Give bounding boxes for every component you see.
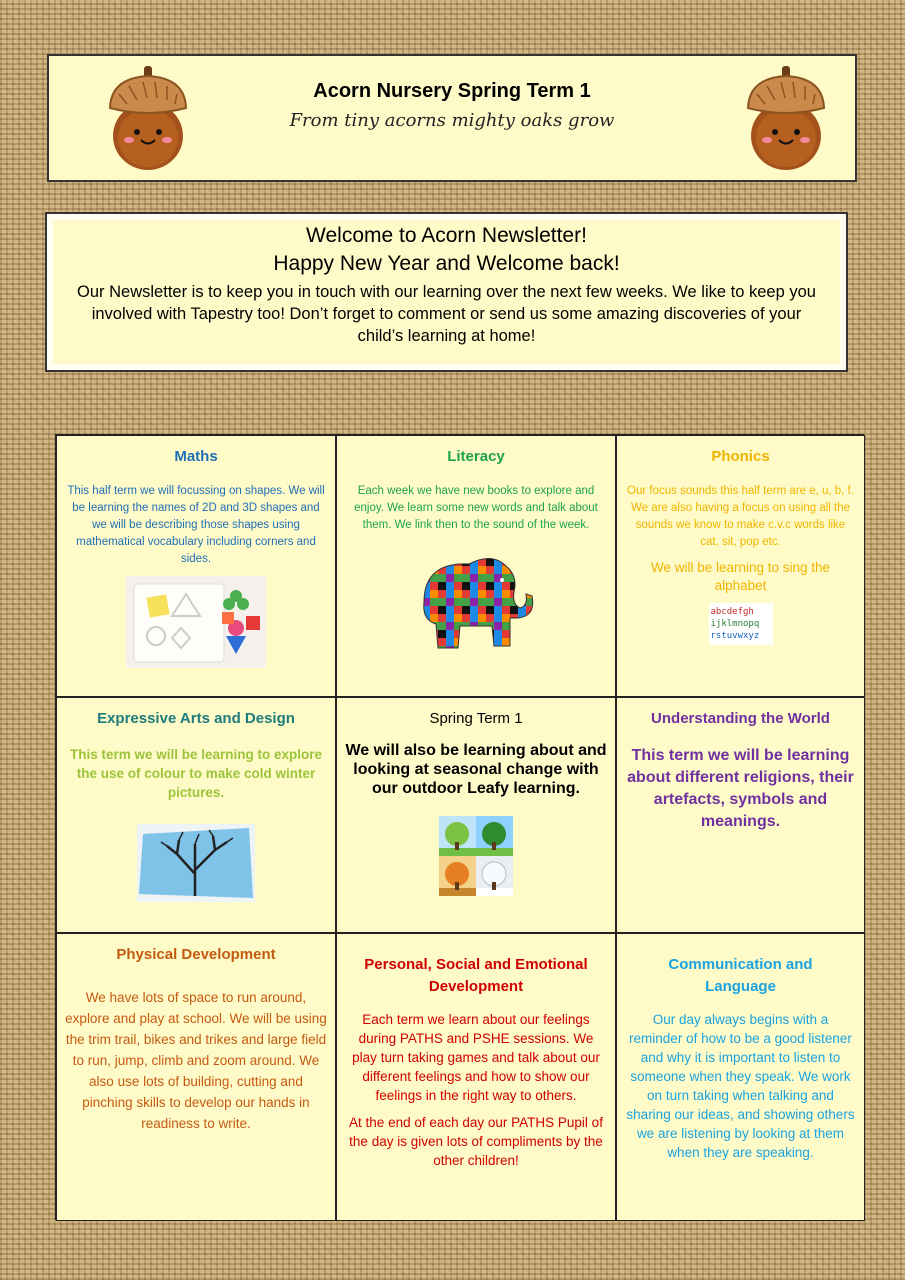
- spring-term-section: [336, 697, 616, 933]
- alphabet-line: ijklmnopq: [710, 619, 760, 629]
- section-title: Spring Term 1: [429, 710, 523, 727]
- section-title: Phonics: [711, 448, 770, 465]
- arts-section: [56, 697, 336, 933]
- alphabet-line: rstuvwxyz: [710, 631, 760, 641]
- section-text-secondary: At the end of each day our PATHS Pupil of the day is given lots of compliments by the other children!: [349, 1115, 603, 1168]
- maths-section: [56, 435, 336, 697]
- section-text: Our day always begins with a reminder of how to be a good listener and why it is important to listen to someone when they speak. We work on turn taking when talking and sharing our ideas, and showing others we are listening by looking at them when they are speaking.: [626, 1012, 855, 1160]
- welcome-box: [45, 212, 848, 372]
- section-title: Expressive Arts and Design: [97, 710, 295, 727]
- section-title: Understanding the World: [651, 710, 830, 727]
- section-text: We will also be learning about and looking at seasonal change with our outdoor Leafy learning.: [345, 742, 607, 797]
- patchwork-elephant-image: [414, 542, 538, 656]
- physical-section: [56, 933, 336, 1221]
- world-section: [616, 697, 865, 933]
- section-text: Our focus sounds this half term are e, u, b, f. We are also having a focus on using all the sounds we know to make c.v.c words like cat, sit, pop etc.: [627, 485, 854, 548]
- four-seasons-image: [439, 816, 513, 896]
- section-text-secondary: We will be learning to sing the alphabet: [650, 560, 831, 593]
- shape-puzzle-image: [126, 576, 266, 668]
- winter-tree-painting-image: [137, 824, 255, 902]
- curriculum-grid: [55, 434, 864, 1220]
- section-text: This term we will be learning about different religions, their artefacts, symbols and meanings.: [627, 747, 854, 830]
- section-text: Each term we learn about our feelings during PATHS and PSHE sessions. We play turn taking games and talk about our different feelings and how to show our feelings in the right way to others.: [352, 1012, 600, 1103]
- welcome-subheading: Happy New Year and Welcome back!: [273, 252, 620, 275]
- section-title: Literacy: [447, 448, 505, 465]
- alphabet-line: abcdefgh: [710, 607, 754, 617]
- section-text: Each week we have new books to explore and enjoy. We learn some new words and talk about them. We link then to the sound of the week.: [354, 485, 598, 531]
- communication-section: [616, 933, 865, 1221]
- acorn-icon: [745, 64, 827, 172]
- newsletter-subtitle: From tiny acorns mighty oaks grow: [289, 110, 615, 131]
- section-title: Personal, Social and Emotional Development: [364, 956, 588, 995]
- section-title: Maths: [174, 448, 218, 465]
- phonics-section: [616, 435, 865, 697]
- section-title: Physical Development: [116, 946, 276, 963]
- alphabet-image: [709, 603, 773, 645]
- section-text: We have lots of space to run around, explore and play at school. We will be using the trim trail, bikes and trikes and large field to run, jump, climb and zoom around. We also use lots of building, cutting and pinching skills to develop our hands in readiness to write.: [65, 990, 327, 1131]
- literacy-section: [336, 435, 616, 697]
- newsletter-title: Acorn Nursery Spring Term 1: [313, 80, 591, 102]
- section-title: Communication and Language: [668, 956, 813, 995]
- welcome-body: Our Newsletter is to keep you in touch with our learning over the next few weeks. We like to keep you involved with Tapestry too! Don’t forget to comment or send us some amazing discoveries of your child’s learning at home!: [77, 283, 816, 345]
- newsletter-header: [47, 54, 857, 182]
- section-text: This half term we will focussing on shapes. We will be learning the names of 2D and 3D shapes and we will be describing those shapes using mathematical vocabulary including corners and sides.: [67, 485, 325, 565]
- section-text: This term we will be learning to explore the use of colour to make cold winter pictures.: [69, 747, 323, 800]
- psed-section: [336, 933, 616, 1221]
- welcome-heading: Welcome to Acorn Newsletter!: [306, 224, 587, 247]
